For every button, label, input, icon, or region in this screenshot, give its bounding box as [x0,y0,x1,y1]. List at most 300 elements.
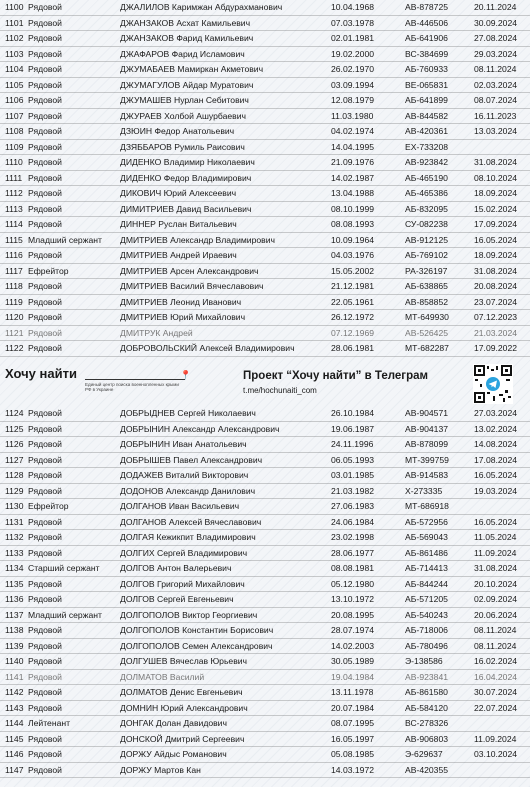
birth-date-cell: 19.04.1984 [331,671,375,682]
document-cell: АБ-844244 [405,578,448,589]
document-cell: РА-326197 [405,265,448,276]
row-number: 1141 [5,671,24,682]
table-row [0,592,530,608]
rank-cell: Младший сержант [28,609,102,620]
birth-date-cell: 04.02.1974 [331,126,375,136]
document-cell: ВЕ-065831 [405,79,449,90]
row-number: 1106 [5,95,24,105]
document-cell: АВ-914583 [405,470,449,480]
birth-date-cell: 14.03.1972 [331,764,375,775]
table-row [0,608,530,624]
rank-cell: Рядовой [28,2,62,12]
table-row [0,623,530,639]
row-number: 1121 [5,327,24,338]
birth-date-cell: 08.07.1995 [331,718,375,728]
row-number: 1130 [5,501,24,511]
row-number: 1145 [5,733,24,744]
name-cell: ДОБРЫДНЕВ Сергей Николаевич [120,408,256,418]
date-cell: 20.11.2024 [474,2,517,12]
birth-date-cell: 19.02.2000 [331,48,375,59]
birth-date-cell: 08.08.1981 [331,563,375,573]
row-number: 1144 [5,718,24,728]
date-cell: 19.03.2024 [474,485,518,496]
birth-date-cell: 26.12.1972 [331,312,375,322]
date-cell: 20.06.2024 [474,609,518,620]
date-cell: 17.09.2022 [474,343,518,353]
name-cell: ДЖАЛИЛОВ Каримжан Абдурахманович [120,2,283,12]
table-row [0,217,530,233]
name-cell: ДОЛГОВ Григорий Михайлович [120,578,245,589]
rank-cell: Рядовой [28,95,62,105]
name-cell: ДМИТРИЕВ Леонид Иванович [120,296,242,307]
name-cell: ДОЛГОПОЛОВ Константин Борисович [120,625,274,635]
row-number: 1117 [5,265,23,276]
name-cell: ДОБРЫНИН Александр Александрович [120,423,280,434]
birth-date-cell: 04.03.1976 [331,250,375,260]
table-row [0,248,530,264]
document-cell: АБ-760933 [405,64,448,74]
brand-underline [85,379,185,380]
records-table-bottom [0,406,530,778]
birth-date-cell: 21.12.1981 [331,281,375,291]
birth-date-cell: 13.10.1972 [331,594,375,604]
rank-cell: Ефрейтор [28,501,69,511]
birth-date-cell: 05.08.1985 [331,749,375,759]
name-cell: ДЖУРАЕВ Холбой Ашурбаевич [120,110,247,121]
name-cell: ДОЛМАТОВ Василий [120,671,205,682]
row-number: 1119 [5,296,23,307]
row-number: 1112 [5,188,23,198]
name-cell: ДОЛГОВ Антон Валерьевич [120,563,232,573]
date-cell: 30.09.2024 [474,17,518,28]
birth-date-cell: 14.02.2003 [331,640,375,651]
table-row [0,93,530,109]
document-cell: АБ-780496 [405,640,448,651]
rank-cell: Рядовой [28,327,62,338]
date-cell: 22.07.2024 [474,702,518,713]
row-number: 1147 [5,764,24,775]
row-number: 1100 [5,2,24,12]
document-cell: АВ-446506 [405,17,449,28]
date-cell: 16.11.2023 [474,110,517,121]
document-cell: АБ-465386 [405,188,448,198]
table-row [0,310,530,326]
name-cell: ДОМНИН Юрий Александрович [120,702,248,713]
table-row [0,171,530,187]
date-cell: 31.08.2024 [474,265,518,276]
date-cell: 29.03.2024 [474,48,518,59]
rank-cell: Рядовой [28,343,62,353]
table-row [0,78,530,94]
row-number: 1116 [5,250,23,260]
table-row [0,685,530,701]
table-row [0,155,530,171]
table-row [0,654,530,670]
table-row [0,341,530,357]
birth-date-cell: 05.12.1980 [331,578,375,589]
document-cell: АБ-572956 [405,516,448,527]
document-cell: АВ-878099 [405,439,449,449]
birth-date-cell: 22.05.1961 [331,296,375,307]
rank-cell: Рядовой [28,110,62,121]
row-number: 1103 [5,48,24,59]
rank-cell: Рядовой [28,594,62,604]
table-row [0,437,530,453]
table-row [0,468,530,484]
row-number: 1105 [5,79,24,90]
document-cell: АБ-569043 [405,532,448,542]
rank-cell: Рядовой [28,48,62,59]
row-number: 1101 [5,17,24,28]
date-cell: 08.11.2024 [474,640,517,651]
birth-date-cell: 20.08.1995 [331,609,375,620]
document-cell: АВ-904571 [405,408,449,418]
name-cell: ДИДЕНКО Федор Владимирович [120,172,252,183]
birth-date-cell: 10.09.1964 [331,234,375,245]
document-cell: АВ-906803 [405,733,449,744]
row-number: 1136 [5,594,24,604]
table-row [0,499,530,515]
birth-date-cell: 07.12.1969 [331,327,375,338]
row-number: 1104 [5,64,24,74]
row-number: 1132 [5,532,24,542]
document-cell: МТ-682287 [405,343,449,353]
rank-cell: Рядовой [28,640,62,651]
rank-cell: Рядовой [28,547,62,558]
name-cell: ДЖУМАГУЛОВ Айдар Муратович [120,79,254,90]
name-cell: ДОЛГАНОВ Алексей Вячеславович [120,516,262,527]
table-row [0,264,530,280]
name-cell: ДОЛГОВ Сергей Евгеньевич [120,594,234,604]
date-cell: 08.11.2024 [474,64,517,74]
name-cell: ДОДАЖЕВ Виталий Викторович [120,470,249,480]
date-cell: 20.08.2024 [474,281,518,291]
date-cell: 23.07.2024 [474,296,518,307]
name-cell: ДИКОВИЧ Юрий Алексеевич [120,188,237,198]
table-row [0,186,530,202]
document-cell: АВ-858852 [405,296,449,307]
date-cell: 08.11.2024 [474,625,517,635]
row-number: 1125 [5,423,24,434]
brand-subtitle: Единый центр поиска военнопленных крыми РФ в Украине [85,382,179,392]
name-cell: ДМИТРИЕВ Александр Владимирович [120,234,276,245]
document-cell: Э-629637 [405,749,443,759]
birth-date-cell: 07.03.1978 [331,17,375,28]
name-cell: ДОРЖУ Айдыс Романович [120,749,227,759]
table-row [0,62,530,78]
table-row [0,453,530,469]
rank-cell: Рядовой [28,157,62,167]
rank-cell: Рядовой [28,532,62,542]
rank-cell: Рядовой [28,702,62,713]
document-cell: АБ-641906 [405,33,448,43]
table-row [0,140,530,156]
date-cell: 18.09.2024 [474,188,518,198]
date-cell: 17.08.2024 [474,454,518,465]
document-cell: АВ-912125 [405,234,449,245]
row-number: 1135 [5,578,24,589]
birth-date-cell: 08.08.1993 [331,219,375,229]
table-row [0,747,530,763]
document-cell: МТ-649930 [405,312,449,322]
table-row [0,763,530,779]
name-cell: ДИННЕР Руслан Витальевич [120,219,237,229]
document-cell: АБ-584120 [405,702,448,713]
channel-link[interactable]: t.me/hochunaiti_com [243,386,317,395]
row-number: 1108 [5,126,24,136]
rank-cell: Рядовой [28,671,62,682]
date-cell: 15.02.2024 [474,203,518,214]
table-row [0,422,530,438]
rank-cell: Рядовой [28,439,62,449]
document-cell: АБ-638865 [405,281,448,291]
birth-date-cell: 14.04.1995 [331,141,375,152]
table-row [0,670,530,686]
rank-cell: Рядовой [28,516,62,527]
birth-date-cell: 03.01.1985 [331,470,375,480]
birth-date-cell: 06.05.1993 [331,454,375,465]
qr-code-icon [473,364,513,404]
rank-cell: Рядовой [28,141,62,152]
name-cell: ДОНСКОЙ Дмитрий Сергеевич [120,733,245,744]
brand-title: Хочу найти [5,366,77,381]
document-cell: МТ-399759 [405,454,449,465]
document-cell: АВ-420355 [405,764,449,775]
table-row [0,701,530,717]
document-cell: АВ-904137 [405,423,449,434]
row-number: 1139 [5,640,24,651]
birth-date-cell: 20.07.1984 [331,702,375,713]
row-number: 1110 [5,157,23,167]
row-number: 1138 [5,625,24,635]
row-number: 1143 [5,702,24,713]
birth-date-cell: 15.05.2002 [331,265,375,276]
project-title: Проект “Хочу найти” в Телеграм [243,370,429,382]
document-cell: АВ-878725 [405,2,449,12]
table-row [0,484,530,500]
row-number: 1107 [5,110,24,121]
row-number: 1114 [5,219,23,229]
row-number: 1109 [5,141,24,152]
date-cell: 08.07.2024 [474,95,518,105]
birth-date-cell: 26.10.1984 [331,408,375,418]
name-cell: ДМИТРИЕВ Арсен Александрович [120,265,259,276]
row-number: 1113 [5,203,23,214]
rank-cell: Лейтенант [28,718,71,728]
row-number: 1133 [5,547,24,558]
document-cell: АВ-526425 [405,327,449,338]
name-cell: ДОЛГОПОЛОВ Виктор Георгиевич [120,609,258,620]
table-row [0,16,530,32]
birth-date-cell: 03.09.1994 [331,79,375,90]
name-cell: ДОЛГАНОВ Иван Васильевич [120,501,240,511]
rank-cell: Рядовой [28,188,62,198]
row-number: 1128 [5,470,24,480]
row-number: 1140 [5,656,24,666]
date-cell: 11.05.2024 [474,532,517,542]
birth-date-cell: 14.02.1987 [331,172,375,183]
birth-date-cell: 02.01.1981 [331,33,375,43]
birth-date-cell: 26.02.1970 [331,64,375,74]
name-cell: ДМИТРИЕВ Андрей Ираевич [120,250,237,260]
name-cell: ДЖАФАРОВ Фарид Исламович [120,48,245,59]
date-cell: 02.03.2024 [474,79,518,90]
date-cell: 17.09.2024 [474,219,518,229]
row-number: 1131 [5,516,24,527]
birth-date-cell: 21.03.1982 [331,485,375,496]
name-cell: ДМИТРУК Андрей [120,327,193,338]
name-cell: ДОЛГУШЕВ Вячеслав Юрьевич [120,656,248,666]
name-cell: ДИДЕНКО Владимир Николаевич [120,157,255,167]
row-number: 1137 [5,609,24,620]
date-cell: 31.08.2024 [474,563,518,573]
date-cell: 08.10.2024 [474,172,518,183]
name-cell: ДОБРЫНИН Иван Анатольевич [120,439,247,449]
name-cell: ДЖУМАШЕВ Нурлан Себитович [120,95,249,105]
row-number: 1142 [5,687,24,697]
name-cell: ДЗЮИН Федор Анатольевич [120,126,235,136]
row-number: 1146 [5,749,24,759]
rank-cell: Старший сержант [28,563,100,573]
birth-date-cell: 12.08.1979 [331,95,375,105]
table-row [0,279,530,295]
birth-date-cell: 21.09.1976 [331,157,375,167]
rank-cell: Рядовой [28,172,62,183]
rank-cell: Рядовой [28,219,62,229]
birth-date-cell: 30.05.1989 [331,656,375,666]
date-cell: 20.10.2024 [474,578,518,589]
row-number: 1120 [5,312,24,322]
document-cell: АБ-861580 [405,687,448,697]
rank-cell: Рядовой [28,79,62,90]
date-cell: 30.07.2024 [474,687,518,697]
name-cell: ДОЛГАЯ Кежикпит Владимирович [120,532,256,542]
row-number: 1115 [5,234,23,245]
table-row [0,202,530,218]
pin-icon: 📍 [180,370,192,380]
document-cell: АБ-465190 [405,172,448,183]
name-cell: ДОДОНОВ Александр Данилович [120,485,256,496]
name-cell: ДИМИТРИЕВ Давид Васильевич [120,203,252,214]
table-row [0,31,530,47]
rank-cell: Рядовой [28,250,62,260]
date-cell: 14.08.2024 [474,439,518,449]
document-cell: АБ-861486 [405,547,448,558]
document-cell: АБ-832095 [405,203,448,214]
row-number: 1124 [5,408,24,418]
rank-cell: Младший сержант [28,234,102,245]
rank-cell: Рядовой [28,17,62,28]
rank-cell: Рядовой [28,470,62,480]
rank-cell: Рядовой [28,578,62,589]
row-number: 1122 [5,343,24,353]
rank-cell: Рядовой [28,423,62,434]
name-cell: ДОНГАК Долан Давидович [120,718,227,728]
date-cell: 16.05.2024 [474,516,518,527]
table-row [0,109,530,125]
rank-cell: Рядовой [28,733,62,744]
rank-cell: Рядовой [28,454,62,465]
rank-cell: Рядовой [28,281,62,291]
document-cell: АБ-718006 [405,625,448,635]
birth-date-cell: 28.06.1977 [331,547,375,558]
document-cell: МТ-686918 [405,501,449,511]
birth-date-cell: 16.05.1997 [331,733,375,744]
date-cell: 11.09.2024 [474,733,517,744]
document-cell: СУ-082238 [405,219,448,229]
document-cell: ВС-384699 [405,48,449,59]
rank-cell: Рядовой [28,296,62,307]
row-number: 1126 [5,439,24,449]
date-cell: 11.09.2024 [474,547,517,558]
birth-date-cell: 23.02.1998 [331,532,375,542]
table-row [0,732,530,748]
date-cell: 13.02.2024 [474,423,518,434]
table-row [0,124,530,140]
birth-date-cell: 11.03.1980 [331,110,374,121]
birth-date-cell: 08.10.1999 [331,203,375,214]
name-cell: ДОБРЫШЕВ Павел Александрович [120,454,263,465]
name-cell: ДОЛГОПОЛОВ Семен Александрович [120,640,273,651]
name-cell: ДМИТРИЕВ Василий Вячеславович [120,281,264,291]
date-cell: 31.08.2024 [474,157,518,167]
document-cell: АБ-714413 [405,563,448,573]
rank-cell: Рядовой [28,764,62,775]
name-cell: ДМИТРИЕВ Юрий Михайлович [120,312,246,322]
row-number: 1102 [5,33,24,43]
document-cell: АВ-923842 [405,157,449,167]
table-row [0,561,530,577]
telegram-banner [0,362,530,406]
document-cell: АБ-641899 [405,95,448,105]
rank-cell: Рядовой [28,687,62,697]
row-number: 1111 [5,172,23,183]
document-cell: АВ-844582 [405,110,449,121]
document-cell: Э-138586 [405,656,443,666]
name-cell: ДОБРОВОЛЬСКИЙ Алексей Владимирович [120,343,295,353]
rank-cell: Рядовой [28,485,62,496]
date-cell: 16.02.2024 [474,656,518,666]
rank-cell: Рядовой [28,33,62,43]
birth-date-cell: 24.06.1984 [331,516,375,527]
birth-date-cell: 24.11.1996 [331,439,374,449]
rank-cell: Рядовой [28,656,62,666]
date-cell: 16.04.2024 [474,671,518,682]
date-cell: 07.12.2023 [474,312,518,322]
birth-date-cell: 19.06.1987 [331,423,375,434]
table-row [0,326,530,342]
table-row [0,577,530,593]
name-cell: ДОРЖУ Мартов Кан [120,764,201,775]
records-table-top [0,0,530,357]
date-cell: 16.05.2024 [474,470,518,480]
rank-cell: Рядовой [28,203,62,214]
table-row [0,716,530,732]
row-number: 1118 [5,281,23,291]
rank-cell: Рядовой [28,749,62,759]
document-cell: ВС-278326 [405,718,449,728]
row-number: 1129 [5,485,24,496]
table-row [0,295,530,311]
rank-cell: Рядовой [28,64,62,74]
table-row [0,47,530,63]
date-cell: 27.03.2024 [474,408,518,418]
date-cell: 27.08.2024 [474,33,518,43]
table-row [0,530,530,546]
name-cell: ДЗЯББАРОВ Румиль Раисович [120,141,245,152]
birth-date-cell: 13.11.1978 [331,687,374,697]
date-cell: 13.03.2024 [474,126,518,136]
